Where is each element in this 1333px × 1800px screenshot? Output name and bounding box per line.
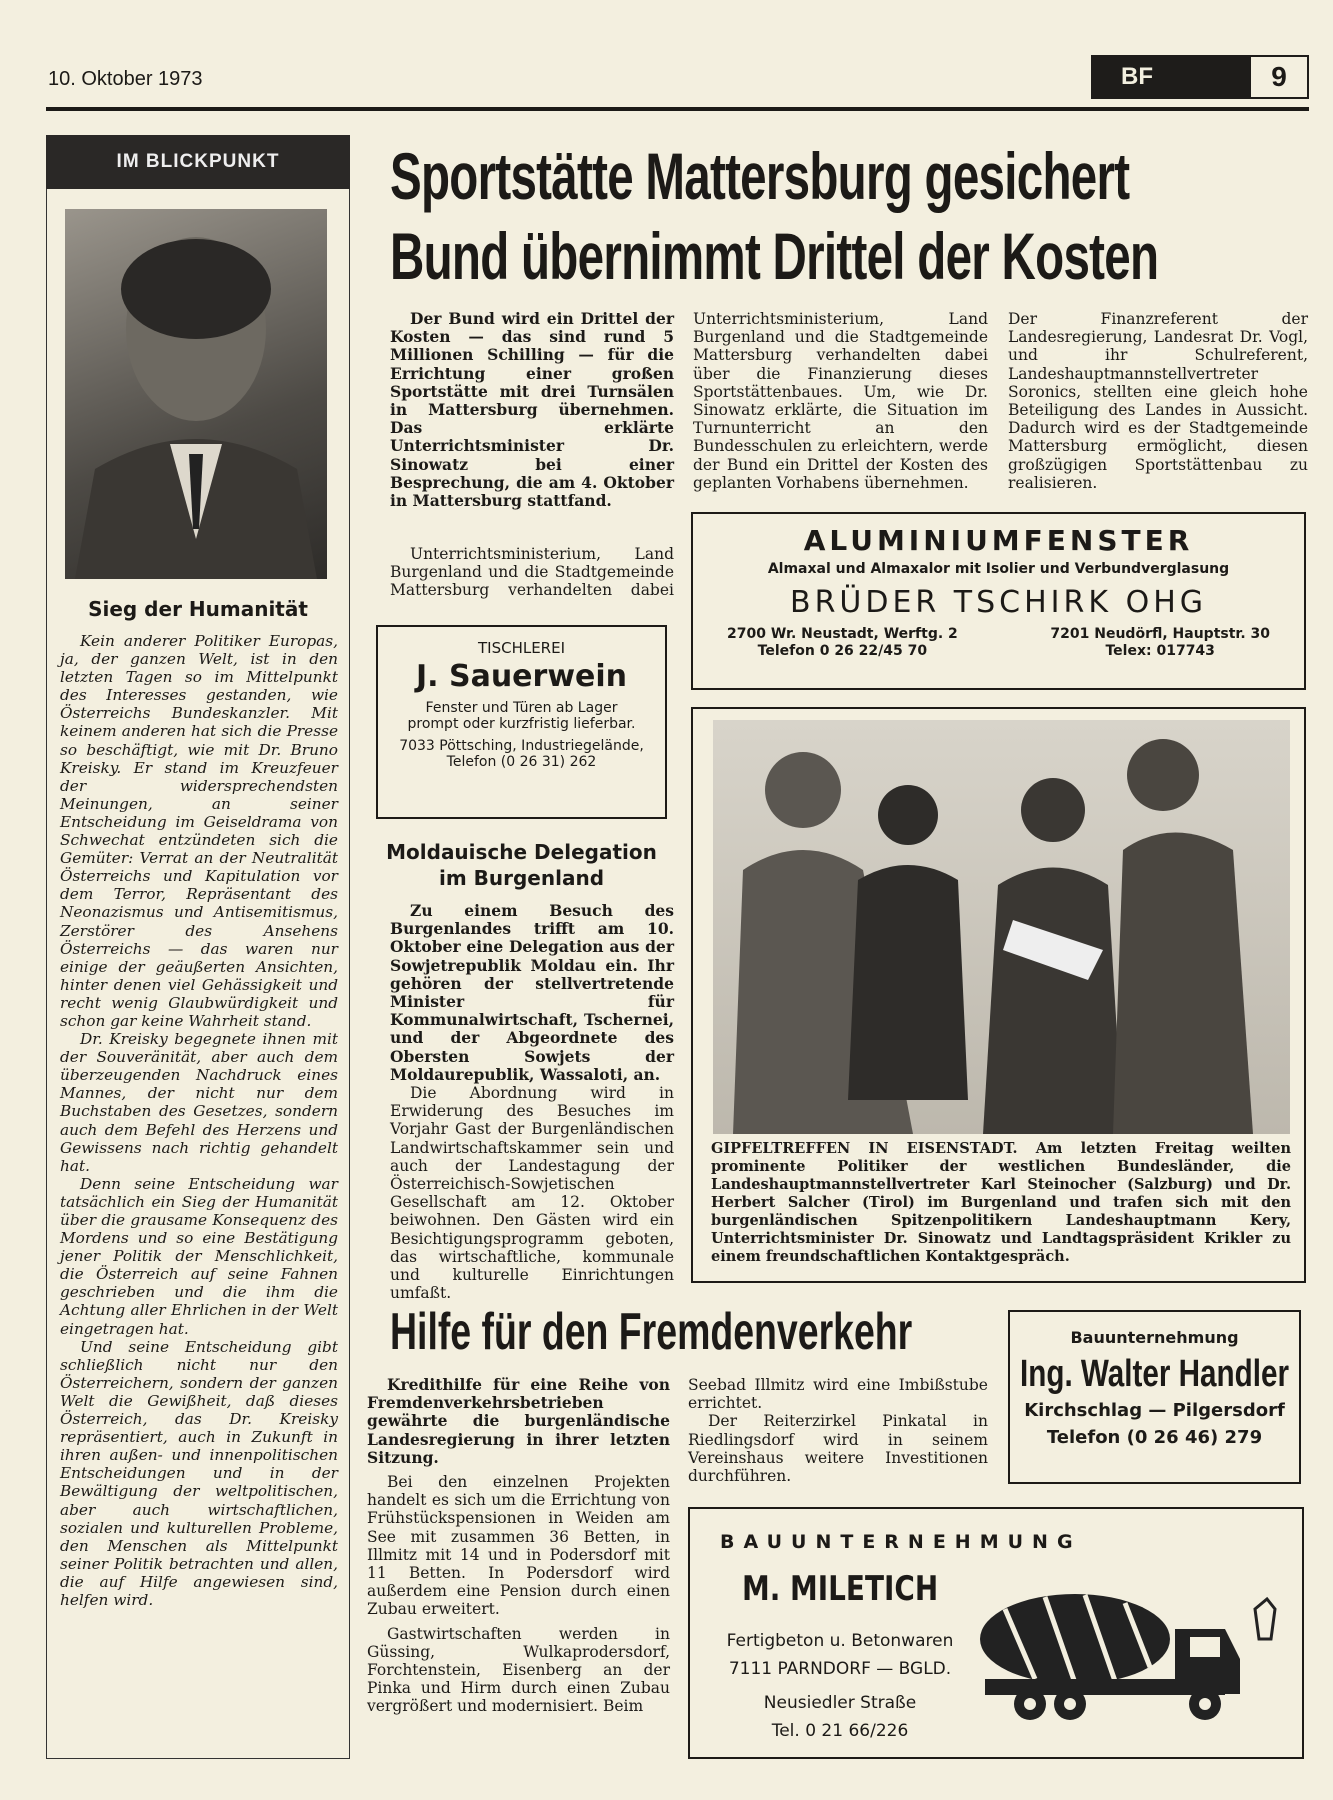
paragraph: Der Reiterzirkel Pinkatal in Riedlingsdorf wird in seinem Vereinshaus weitere Investitionen durchführen. (688, 1412, 988, 1486)
blickpunkt-body (60, 632, 338, 1609)
main-headline (390, 136, 1297, 296)
main-article-col3 (1008, 310, 1308, 492)
paragraph: Denn seine Entscheidung war tatsächlich ein Sieg der Humanität über die grausame Konsequenz des Mordens und so eine Bestätigung jener Politik der Menschlichkeit, die Österreich auf seine Fahnen geschrieben und die ihm die Achtung aller Ehrlichen in der Welt eingetragen hat. (60, 1174, 338, 1338)
ad-name: M. MILETICH (742, 1569, 939, 1609)
main-article-col1b (390, 545, 674, 600)
section-badge (1091, 55, 1309, 99)
ad-company: BRÜDER TSCHIRK OHG (789, 585, 1207, 620)
ad-tischlerei (376, 625, 667, 819)
ad-phone: Telefon 0 26 22/45 70 (757, 643, 928, 659)
paragraph: Die Abordnung wird in Erwiderung des Besuches im Vorjahr Gast der Burgenländischen Landwirtschaftskammer sein und auch der Landestagung der Österreichisch-Sowjetischen Gesellschaft am 12. Oktober beiwohnen. Den Gästen wird ein Besichtigungsprogramm geboten, das wirtschaftliche, kommunale und kulturelle Einrichtungen umfaßt. (390, 1084, 674, 1303)
paragraph: Unterrichtsministerium, Land Burgenland und die Stadtgemeinde Mattersburg verhandelten dabei über die Finanzierung dieses Sportstättenbaues. Um, wie Dr. Sinowatz erklärte, die Situation im Turnunterricht an den Bundesschulen zu erleichtern, werde der Bund ein Drittel der Kosten des geplanten Vorhabens übernehmen. (693, 310, 988, 492)
header-rule (46, 107, 1309, 111)
title-line: Moldauische Delegation (386, 840, 657, 864)
moldau-title (376, 839, 667, 891)
hilfe-col1 (367, 1376, 670, 1716)
portrait-photo (65, 209, 327, 579)
paragraph: Dr. Kreisky begegnete ihnen mit der Souveränität, aber auch dem überzeugenden Nachdruck eines Mannes, der nicht nur dem Buchstaben des Gesetzes, sondern auch dem Befehl des Herzens und Gewissens nach richtig gehandelt hat. (60, 1030, 338, 1175)
ad-address: 7111 PARNDORF — BGLD. (728, 1659, 952, 1679)
ad-aluminiumfenster (691, 512, 1306, 690)
blickpunkt-title: Sieg der Humanität (88, 597, 308, 621)
paragraph: Bei den einzelnen Projekten handelt es sich um die Errichtung von Frühstückspensionen in Weiden am See mit zusammen 36 Betten, in Illmitz mit 14 und in Podersdorf mit 11 Betten. In Podersdorf wird außerdem eine Pension durch einen Zubau erweitert. (367, 1473, 670, 1619)
ad-name: Ing. Walter Handler (1019, 1353, 1289, 1395)
main-article-col1 (390, 310, 674, 510)
headline-line: Bund übernimmt Drittel der Kosten (390, 219, 1159, 293)
ad-address: 2700 Wr. Neustadt, Werftg. 2 (727, 626, 958, 642)
blickpunkt-label: IM BLICKPUNKT (46, 135, 350, 189)
ad-phone: Telefon (0 26 31) 262 (446, 754, 597, 770)
ad-type: TISCHLEREI (477, 639, 566, 657)
ad-line: prompt oder kurzfristig lieferbar. (407, 716, 636, 732)
ad-line: Fertigbeton u. Betonwaren (726, 1631, 954, 1651)
ad-type: Bauunternehmung (1070, 1328, 1239, 1347)
article-lead: Zu einem Besuch des Burgenlandes trifft am 10. Oktober eine Delegation aus der Sowjetrepublik Moldau ein. Ihr gehören der stellvertretende Minister für Kommunalwirtschaft, Tschernei, und der Abgeordnete des Obersten Sowjets der Moldaurepublik, Wassaloti, an. (390, 901, 674, 1084)
paragraph: Gastwirtschaften werden in Güssing, Wulkaprodersdorf, Forchtenstein, Eisenberg an der Pinka und Hirm durch einen Zubau vergrößert und modernisiert. Beim (367, 1624, 670, 1716)
headline-line: Sportstätte Mattersburg gesichert (390, 139, 1130, 213)
main-article-col2 (693, 310, 988, 492)
ad-subtitle: Almaxal und Almaxalor mit Isolier und Verbundverglasung (767, 561, 1230, 577)
issue-date: 10. Oktober 1973 (48, 68, 203, 90)
paragraph: Seebad Illmitz wird eine Imbißstube errichtet. (688, 1376, 988, 1413)
moldau-body (390, 902, 674, 1302)
ad-address: 7201 Neudörfl, Hauptstr. 30 (1050, 626, 1270, 642)
article-lead: Der Bund wird ein Drittel der Kosten — das sind rund 5 Millionen Schilling — für die Errichtung einer großen Sportstätte mit drei Turnsälen in Mattersburg übernehmen. Das erklärte Unterrichtsminister Dr. Sinowatz bei einer Besprechung, die am 4. Oktober in Mattersburg stattfand. (390, 309, 674, 511)
photo-caption: GIPFELTREFFEN IN EISENSTADT. Am letzten Freitag weilten prominente Politiker der westlichen Bundesländer, die Landeshauptmannstellvertreter Karl Steinocher (Salzburg) und Dr. Herbert Salcher (Tirol) im Burgenland und trafen sich mit den burgenländischen Spitzenpolitikern Landeshauptmann Kery, Unterrichtsminister Dr. Sinowatz und Landtagspräsident Krikler zu einem freundschaftlichen Kontaktgespräch. (711, 1140, 1291, 1265)
hilfe-col2 (688, 1376, 988, 1485)
ad-telex: Telex: 017743 (1105, 643, 1215, 659)
ad-street: Neusiedler Straße (763, 1693, 917, 1713)
ad-address: 7033 Pöttsching, Industriegelände, (399, 738, 644, 754)
ad-miletich (688, 1507, 1304, 1759)
ad-places: Kirchschlag — Pilgersdorf (1024, 1400, 1285, 1421)
ad-phone: Telefon (0 26 46) 279 (1046, 1427, 1263, 1448)
page-number: 9 (1251, 57, 1307, 97)
group-photo (713, 720, 1290, 1134)
ad-handler (1008, 1310, 1301, 1484)
ad-type: BAUUNTERNEHMUNG (720, 1531, 1082, 1553)
ad-title: ALUMINIUMFENSTER (803, 524, 1194, 557)
article-lead: Kredithilfe für eine Reihe von Fremdenverkehrsbetrieben gewährte die burgenländische Landesregierung in ihrer letzten Sitzung. (367, 1375, 670, 1467)
paragraph: Der Finanzreferent der Landesregierung, Landesrat Dr. Vogl, und ihr Schulreferent, Landeshauptmannstellvertreter Soronics, stellten eine gleich hohe Beteiligung des Landes in Aussicht. Dadurch wird es der Stadtgemeinde Mattersburg ermöglicht, diesen großzügigen Sportstättenbau zu realisieren. (1008, 310, 1308, 492)
ad-line: Fenster und Türen ab Lager (425, 700, 618, 716)
ad-name: J. Sauerwein (415, 659, 628, 694)
paragraph: Und seine Entscheidung gibt schließlich nicht nur den Österreichern, sondern der ganzen Welt die Gewißheit, daß dieses Österreich, das Dr. Kreisky repräsentiert, auch in Zukunft in ihren außen- und innenpolitischen Entscheidungen und in der Bewältigung der weltpolitischen, aber auch wirtschaftlichen, sozialen und kulturellen Probleme, den Menschen als Mittelpunkt seiner Politik betrachten und allen, die auf Hilfe angewiesen sind, helfen wird. (60, 1337, 338, 1609)
concrete-mixer-truck-icon (975, 1579, 1280, 1729)
hilfe-headline: Hilfe für den Fremdenverkehr (390, 1303, 913, 1361)
section-label: BF (1121, 63, 1153, 90)
paragraph: Unterrichtsministerium, Land Burgenland und die Stadtgemeinde Mattersburg verhandelten dabei (390, 545, 674, 600)
paragraph: Kein anderer Politiker Europas, ja, der ganzen Welt, ist in den letzten Tagen so im Mittelpunkt des Interesses gestanden, wie Österreichs Bundeskanzler. Mit keinem anderen hat sich die Presse so beschäftigt, wie mit Dr. Bruno Kreisky. Er stand im Kreuzfeuer der widersprechendsten Meinungen, an seiner Entscheidung im Geiseldrama von Schwechat entzündeten sich die Gemüter: Verrat an der Neutralität Österreichs und Kapitulation vor dem Terror, Repräsentant des Neonazismus und Antisemitismus, Zerstörer des Ansehens Österreichs — das waren nur einige der geäußerten Ansichten, hinter denen viel Gehässigkeit und recht wenig Glaubwürdigkeit und schon gar keine Wahrheit stand. (60, 632, 338, 1030)
ad-phone: Tel. 0 21 66/226 (771, 1721, 909, 1741)
title-line: im Burgenland (438, 866, 605, 890)
